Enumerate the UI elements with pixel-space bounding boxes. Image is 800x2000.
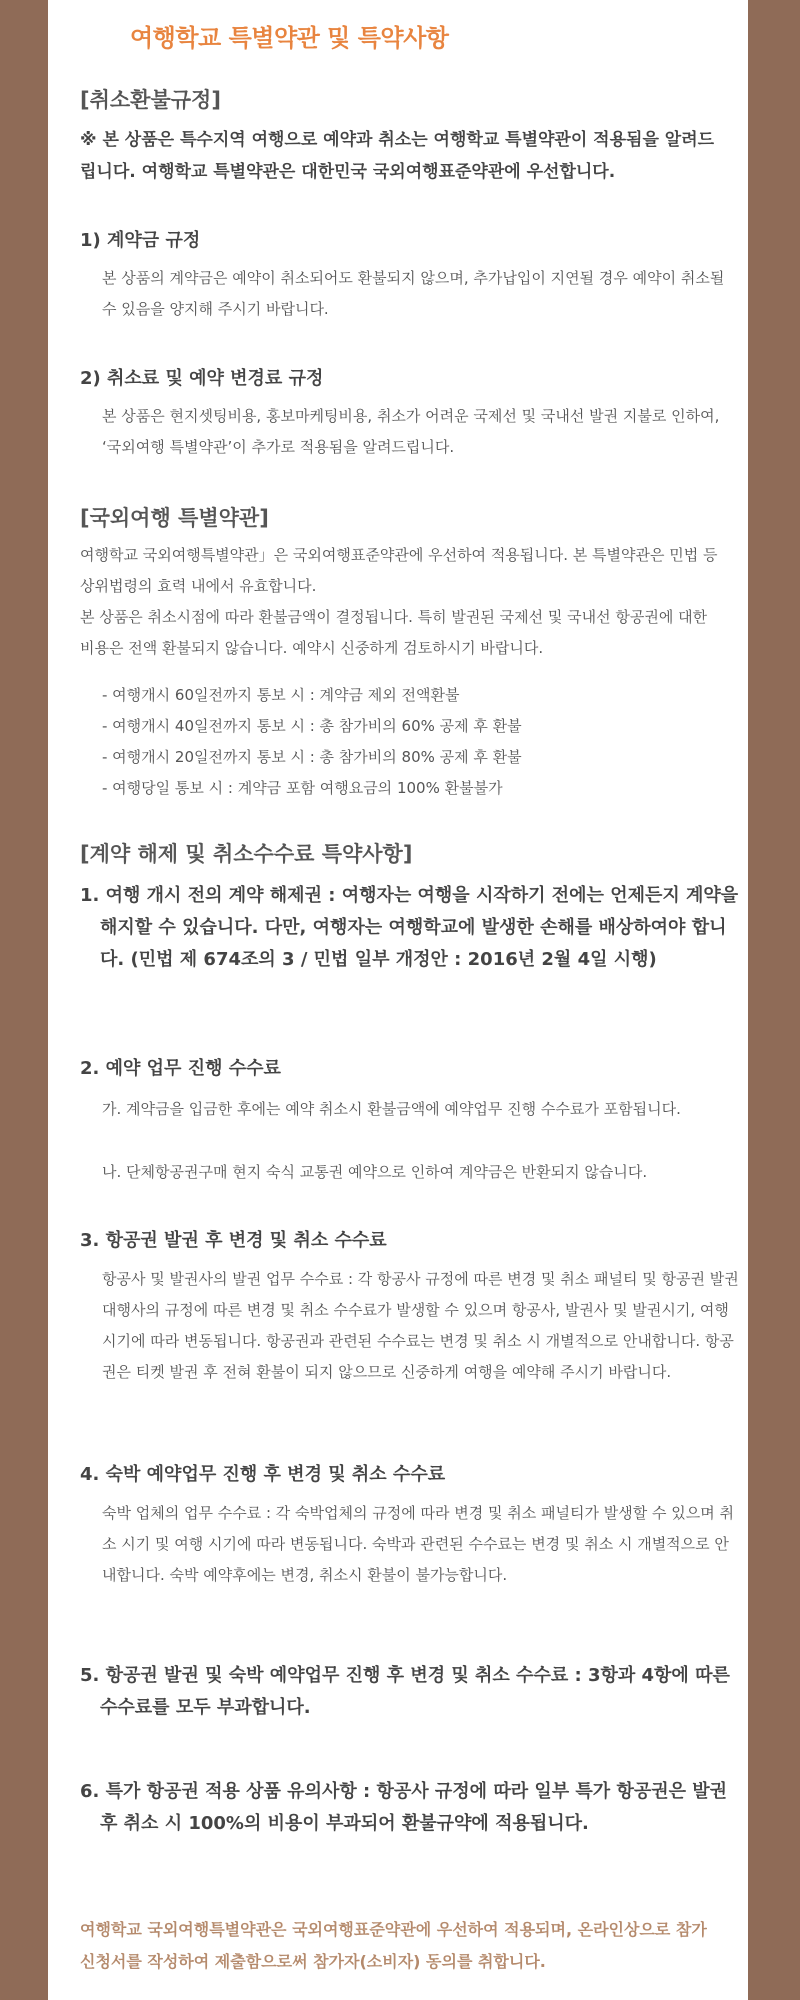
footer-consent-note: 여행학교 국외여행특별약관은 국외여행표준약관에 우선하여 적용되며, 온라인상으로 참가신청서를 작성하여 제출함으로써 참가자(소비자) 동의를 취합니다. [80, 1920, 707, 1971]
special-terms-header: [계약 해제 및 취소수수료 특약사항] [80, 842, 413, 866]
special-item-2-b: 나. 단체항공권구매 현지 숙식 교통권 예약으로 인하여 계약금은 반환되지 않습니다. [102, 1163, 648, 1181]
change-fee-text: 본 상품은 현지셋팅비용, 홍보마케팅비용, 취소가 어려운 국제선 및 국내선 발권 지불로 인하여, ‘국외여행 특별약관’이 추가로 적용됨을 알려드립니다. [102, 407, 720, 456]
change-fee-heading: 2) 취소료 및 예약 변경료 규정 [80, 368, 324, 389]
special-item-4-text: 숙박 업체의 업무 수수료 : 각 숙박업체의 규정에 따라 변경 및 취소 패널티가 발생할 수 있으며 취소 시기 및 여행 시기에 따라 변동됩니다. 숙박과 관련된 수수료는 변경 및 취소 시 개별적으로 안내합니다. 숙박 예약후에는 변경, 취소시 환불이 불가능합니다. [102, 1504, 734, 1584]
list-item: - 여행개시 20일전까지 통보 시 : 총 참가비의 80% 공제 후 환불 [102, 748, 522, 766]
deposit-heading: 1) 계약금 규정 [80, 230, 201, 251]
special-item-4-heading: 4. 숙박 예약업무 진행 후 변경 및 취소 수수료 [80, 1464, 446, 1485]
list-item: - 여행개시 60일전까지 통보 시 : 계약금 제외 전액환불 [102, 686, 460, 704]
deposit-text: 본 상품의 계약금은 예약이 취소되어도 환불되지 않으며, 추가납입이 지연될 경우 예약이 취소될 수 있음을 양지해 주시기 바랍니다. [102, 269, 725, 318]
special-item-6: 6. 특가 항공권 적용 상품 유의사항 : 항공사 규정에 따라 일부 특가 항공권은 발권 후 취소 시 100%의 비용이 부과되어 환불규약에 적용됩니다. [80, 1781, 728, 1834]
list-item: - 여행당일 통보 시 : 계약금 포함 여행요금의 100% 환불불가 [102, 779, 503, 797]
list-item: - 여행개시 40일전까지 통보 시 : 총 참가비의 60% 공제 후 환불 [102, 717, 522, 735]
refund-schedule-list [80, 680, 720, 804]
page-title: 여행학교 특별약관 및 특약사항 [130, 24, 449, 52]
refund-rules-header: [취소환불규정] [80, 88, 221, 112]
special-item-2-heading: 2. 예약 업무 진행 수수료 [80, 1058, 281, 1079]
special-item-2-a: 가. 계약금을 입금한 후에는 예약 취소시 환불금액에 예약업무 진행 수수료가 포함됩니다. [102, 1100, 681, 1118]
special-item-3-text: 항공사 및 발권사의 발권 업무 수수료 : 각 항공사 규정에 따른 변경 및 취소 패널티 및 항공권 발권 대행사의 규정에 따른 변경 및 취소 수수료가 발생할 수 있으며 항공사, 발권사 및 발권시기, 여행시기에 따라 변동됩니다. 항공권과 관련된 수수료는 변경 및 취소 시 개별적으로 안내합니다. 항공권은 티켓 발권 후 전혀 환불이 되지 않으므로 신중하게 여행을 예약해 주시기 바랍니다. [102, 1270, 739, 1381]
special-item-1: 1. 여행 개시 전의 계약 해제권 : 여행자는 여행을 시작하기 전에는 언제든지 계약을 해지할 수 있습니다. 다만, 여행자는 여행학교에 발생한 손해를 배상하여야 합니다. (민법 제 674조의 3 / 민법 일부 개정안 : 2016년 2월 4일 시행) [80, 885, 739, 970]
special-item-3-heading: 3. 항공권 발권 후 변경 및 취소 수수료 [80, 1230, 387, 1251]
special-item-5: 5. 항공권 발권 및 숙박 예약업무 진행 후 변경 및 취소 수수료 : 3항과 4항에 따른 수수료를 모두 부과합니다. [80, 1665, 730, 1718]
overseas-terms-header: [국외여행 특별약관] [80, 506, 269, 530]
overseas-terms-para-1: 여행학교 국외여행특별약관」은 국외여행표준약관에 우선하여 적용됩니다. 본 특별약관은 민법 등 상위법령의 효력 내에서 유효합니다. [80, 546, 718, 595]
overseas-terms-para-2: 본 상품은 취소시점에 따라 환불금액이 결정됩니다. 특히 발권된 국제선 및 국내선 항공권에 대한 비용은 전액 환불되지 않습니다. 예약시 신중하게 검토하시기 바랍니다. [80, 608, 708, 657]
refund-notice: ※ 본 상품은 특수지역 여행으로 예약과 취소는 여행학교 특별약관이 적용됨을 알려드립니다. 여행학교 특별약관은 대한민국 국외여행표준약관에 우선합니다. [80, 130, 715, 182]
terms-page [48, 0, 748, 2000]
